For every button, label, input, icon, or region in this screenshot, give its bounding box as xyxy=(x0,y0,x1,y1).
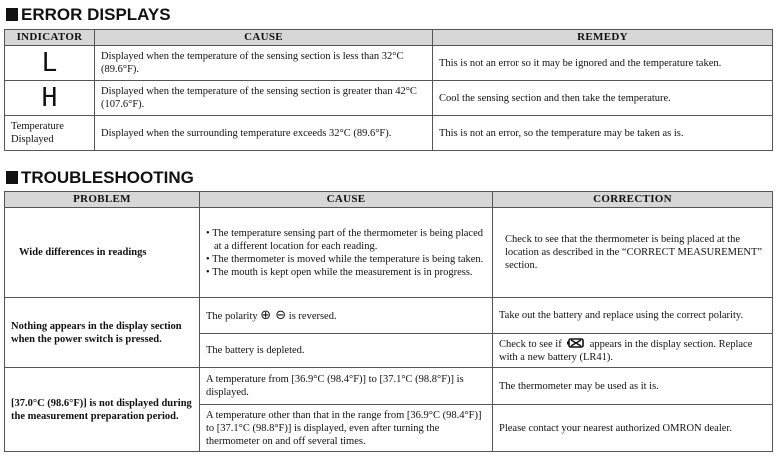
trouble-row-nothing-appears-a xyxy=(5,298,773,334)
header-indicator: INDICATOR xyxy=(5,30,95,46)
trouble-row-not-displayed-a xyxy=(5,368,773,405)
correction-cell: Take out the battery and replace using the correct polarity. xyxy=(493,298,773,334)
trouble-table-header-row xyxy=(5,192,773,208)
indicator-high-symbol: H xyxy=(41,83,58,113)
cause-text: The polarity xyxy=(206,310,258,322)
cause-text: is reversed. xyxy=(288,310,337,322)
error-remedy-cell: Cool the sensing section and then take the temperature. xyxy=(433,81,773,116)
troubleshooting-title: TROUBLESHOOTING xyxy=(21,168,194,187)
cause-cell: A temperature from [36.9°C (98.4°F)] to [37.1°C (98.8°F)] is displayed. xyxy=(200,368,493,405)
error-cause-cell: Displayed when the temperature of the sensing section is less than 32°C (89.6°F). xyxy=(95,46,433,81)
correction-text: Check to see if xyxy=(499,339,562,350)
correction-cell: The thermometer may be used as it is. xyxy=(493,368,773,405)
correction-text: appears in the display section. Replace with a new battery (LR41). xyxy=(499,339,753,363)
error-row-temperature xyxy=(5,116,773,151)
error-cause-cell: Displayed when the surrounding temperature exceeds 32°C (89.6°F). xyxy=(95,116,433,151)
indicator-low-cell xyxy=(5,46,95,81)
error-table-header-row xyxy=(5,30,773,46)
heading-square-icon xyxy=(6,8,18,21)
problem-cell: [37.0°C (98.6°F)] is not displayed during the measurement preparation period. xyxy=(5,368,200,452)
correction-cell xyxy=(493,334,773,368)
header-problem: PROBLEM xyxy=(5,192,200,208)
cause-list xyxy=(206,227,486,279)
cause-list-item: • The thermometer is moved while the temperature is being taken. xyxy=(206,253,486,266)
error-remedy-cell: This is not an error so it may be ignored and the temperature taken. xyxy=(433,46,773,81)
trouble-row-wide-differences xyxy=(5,208,773,298)
header-remedy: REMEDY xyxy=(433,30,773,46)
battery-low-icon xyxy=(566,337,586,349)
error-displays-table xyxy=(4,29,773,151)
indicator-temperature-cell: Temperature Displayed xyxy=(5,116,95,151)
cause-cell xyxy=(200,208,493,298)
problem-cell: Nothing appears in the display section when the power switch is pressed. xyxy=(5,298,200,368)
error-remedy-cell: This is not an error, so the temperature may be taken as is. xyxy=(433,116,773,151)
header-cause: CAUSE xyxy=(95,30,433,46)
header-correction: CORRECTION xyxy=(493,192,773,208)
cause-list-item: • The temperature sensing part of the thermometer is being placed at a different location for each reading. xyxy=(206,227,486,253)
error-displays-heading xyxy=(6,5,171,25)
error-cause-cell: Displayed when the temperature of the sensing section is greater than 42°C (107.6°F). xyxy=(95,81,433,116)
error-displays-title: ERROR DISPLAYS xyxy=(21,5,171,24)
header-cause: CAUSE xyxy=(200,192,493,208)
error-row-high xyxy=(5,81,773,116)
correction-cell: Check to see that the thermometer is being placed at the location as described in the “CORRECT MEASUREMENT” section. xyxy=(493,208,773,298)
indicator-high-cell xyxy=(5,81,95,116)
troubleshooting-heading xyxy=(6,168,194,188)
cause-cell: The battery is depleted. xyxy=(200,334,493,368)
polarity-icon: ⊕ ⊖ xyxy=(260,307,287,323)
problem-cell: Wide differences in readings xyxy=(5,208,200,298)
troubleshooting-table xyxy=(4,191,773,452)
error-row-low xyxy=(5,46,773,81)
correction-cell: Please contact your nearest authorized OMRON dealer. xyxy=(493,405,773,452)
cause-cell: A temperature other than that in the range from [36.9°C (98.4°F)] to [37.1°C (98.8°F)] is displayed, even after turning the thermometer on and off several times. xyxy=(200,405,493,452)
heading-square-icon xyxy=(6,171,18,184)
indicator-low-symbol: L xyxy=(41,48,58,78)
cause-cell xyxy=(200,298,493,334)
cause-list-item: • The mouth is kept open while the measurement is in progress. xyxy=(206,266,486,279)
